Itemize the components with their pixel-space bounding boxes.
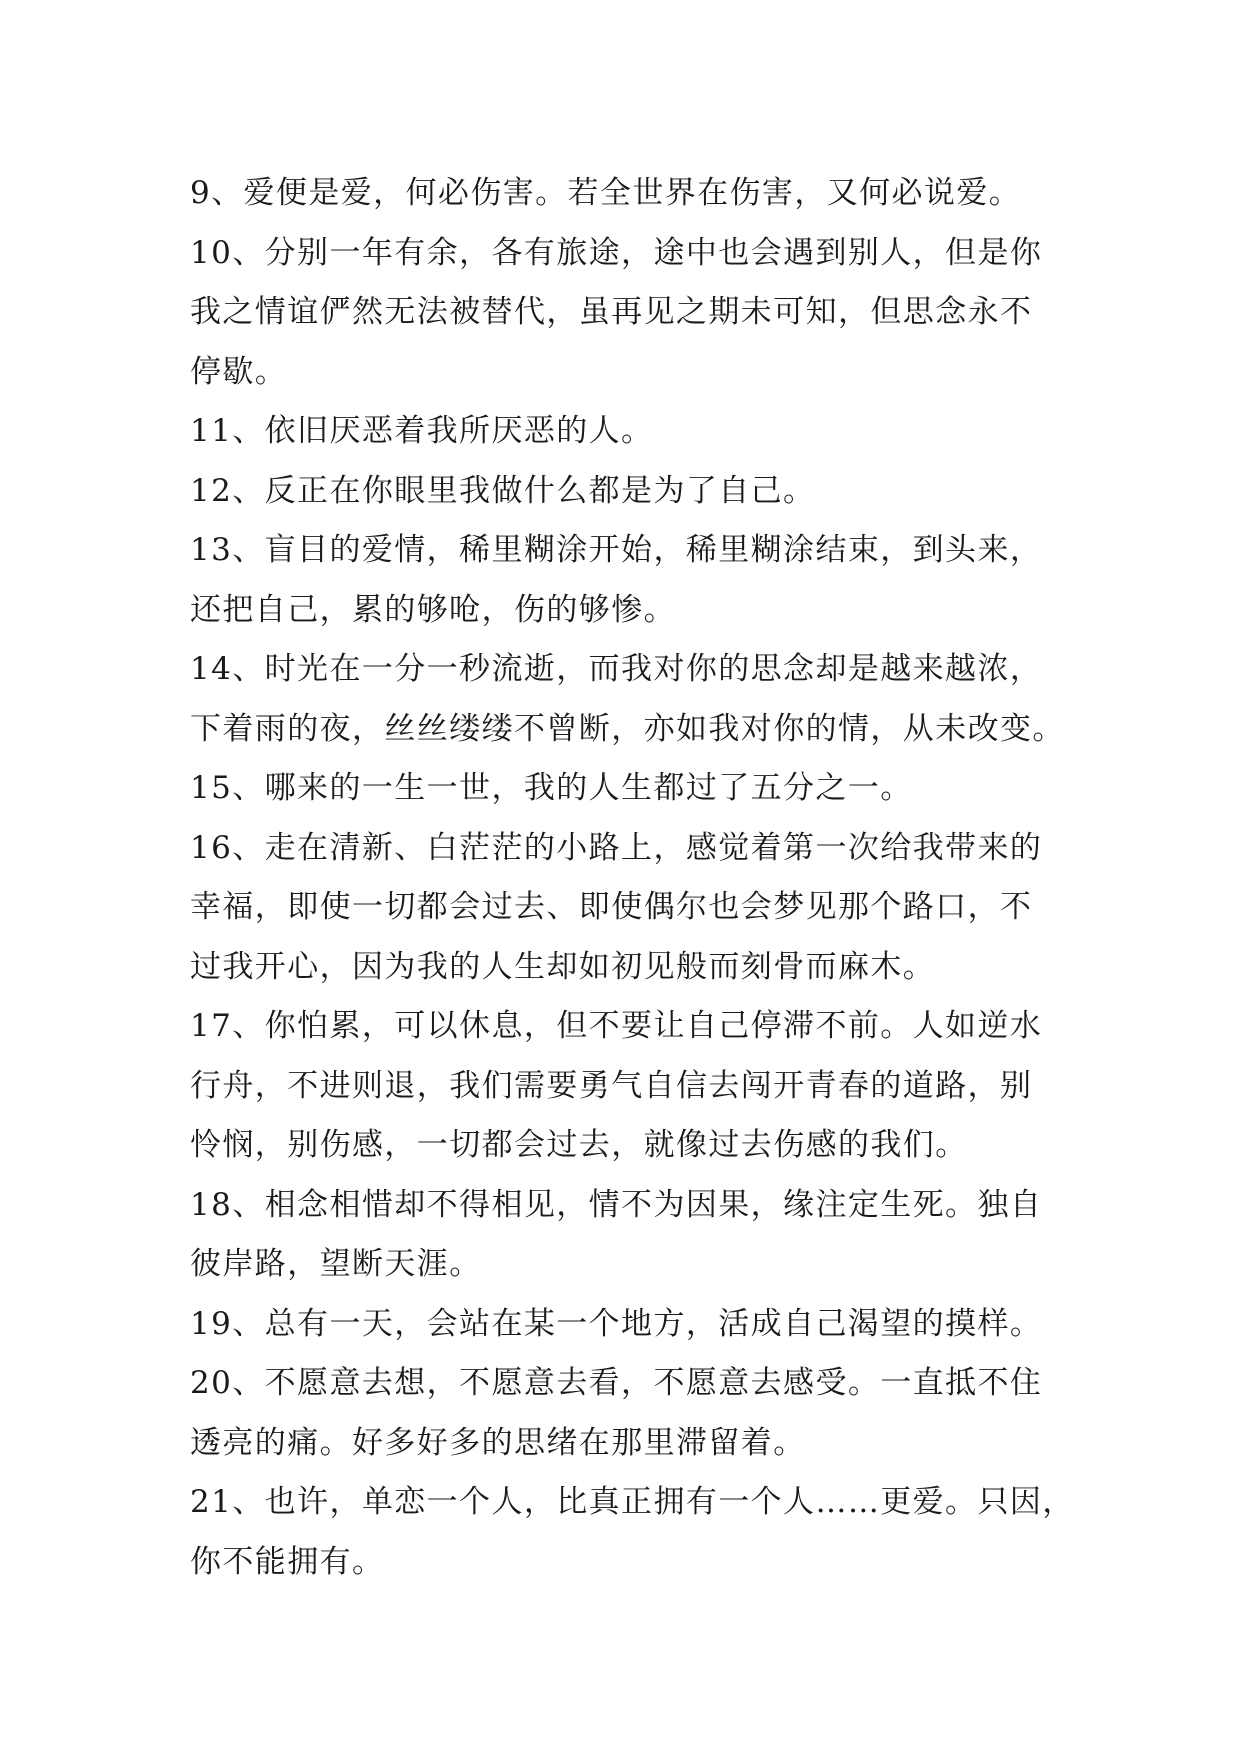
entry-13	[190, 521, 1058, 640]
document-body	[190, 164, 1075, 1592]
entry-19	[190, 1295, 1058, 1355]
entry-15	[190, 759, 1058, 819]
entry-21	[190, 1473, 1075, 1592]
text-line: 彼岸路，望断天涯。	[190, 1246, 482, 1282]
entry-10	[190, 224, 1058, 403]
text-line: 透亮的痛。好多好多的思绪在那里滞留着。	[190, 1424, 806, 1461]
entry-11	[190, 402, 1058, 462]
text-line: 9、爱便是爱，何必伤害。若全世界在伤害，又何必说爱。	[190, 175, 1022, 211]
text-line: 13、盲目的爱情，稀里糊涂开始，稀里糊涂结束，到头来，	[190, 532, 1043, 568]
entry-9	[190, 164, 1058, 224]
text-line: 11、依旧厌恶着我所厌恶的人。	[190, 413, 654, 449]
text-line: 停歇。	[190, 353, 288, 390]
text-line: 你不能拥有。	[190, 1543, 385, 1580]
text-line: 21、也许，单恋一个人，比真正拥有一个人……更爱。只因，	[190, 1484, 1075, 1520]
entry-20	[190, 1354, 1058, 1473]
text-line: 下着雨的夜，丝丝缕缕不曾断，亦如我对你的情，从未改变。	[190, 710, 1065, 747]
text-line: 还把自己，累的够呛，伤的够惨。	[190, 591, 676, 628]
entry-17	[190, 997, 1058, 1176]
text-line: 20、不愿意去想，不愿意去看，不愿意去感受。一直抵不住	[190, 1365, 1043, 1401]
entry-16	[190, 819, 1058, 998]
text-line: 幸福，即使一切都会过去、即使偶尔也会梦见那个路口，不	[190, 889, 1033, 925]
text-line: 18、相念相惜却不得相见，情不为因果，缘注定生死。独自	[190, 1186, 1043, 1223]
text-line: 我之情谊俨然无法被替代，虽再见之期未可知，但思念永不	[190, 294, 1033, 330]
text-line: 16、走在清新、白茫茫的小路上，感觉着第一次给我带来的	[190, 829, 1043, 866]
text-line: 行舟，不进则退，我们需要勇气自信去闯开青春的道路，别	[190, 1067, 1033, 1104]
entry-12	[190, 462, 1058, 522]
entry-18	[190, 1176, 1058, 1295]
text-line: 15、哪来的一生一世，我的人生都过了五分之一。	[190, 770, 913, 806]
text-line: 10、分别一年有余，各有旅途，途中也会遇到别人，但是你	[190, 234, 1043, 271]
entry-14	[190, 640, 1065, 759]
text-line: 17、你怕累，可以休息，但不要让自己停滞不前。人如逆水	[190, 1008, 1043, 1044]
text-line: 12、反正在你眼里我做什么都是为了自己。	[190, 472, 816, 509]
text-line: 19、总有一天，会站在某一个地方，活成自己渴望的摸样。	[190, 1305, 1043, 1342]
text-line: 怜悯，别伤感，一切都会过去，就像过去伤感的我们。	[190, 1127, 968, 1163]
text-line: 14、时光在一分一秒流逝，而我对你的思念却是越来越浓，	[190, 651, 1043, 687]
text-line: 过我开心，因为我的人生却如初见般而刻骨而麻木。	[190, 948, 936, 985]
